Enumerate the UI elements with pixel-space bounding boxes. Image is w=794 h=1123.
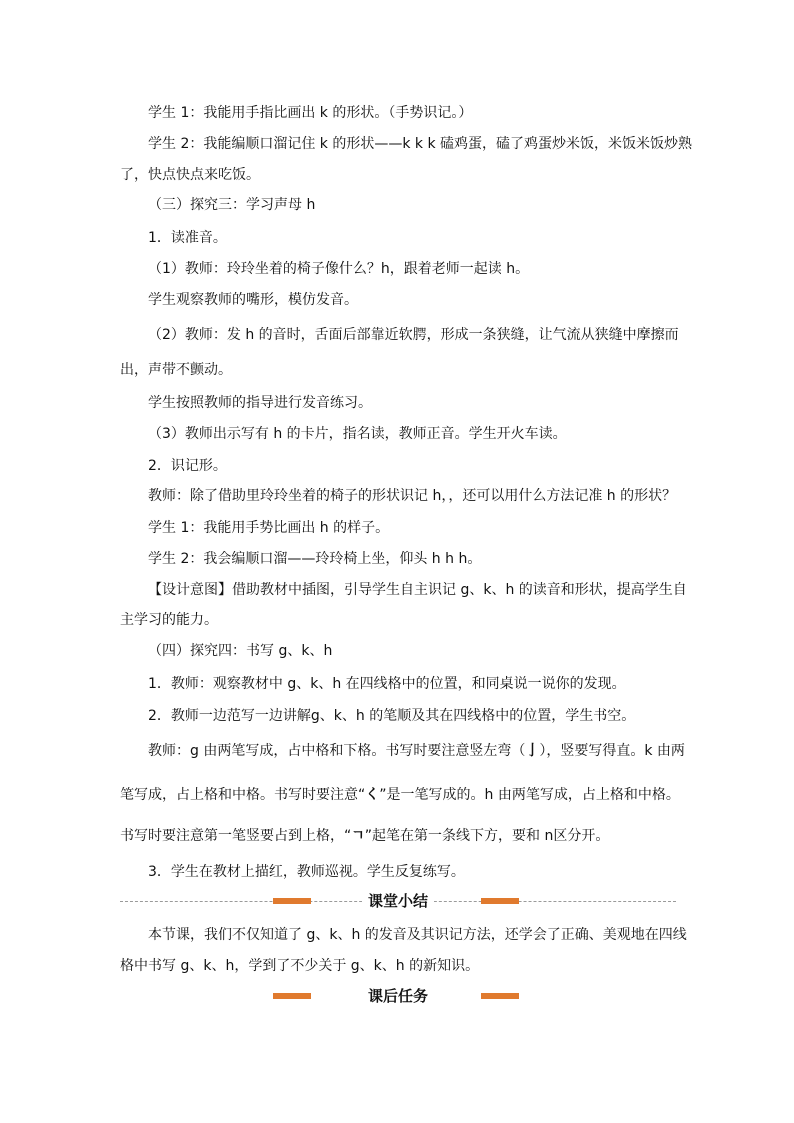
text-segment: 笔写成，占上格和中格。书写时要注意“ (120, 787, 366, 803)
text-line: 1．读准音。 (148, 230, 227, 246)
design-intent: 【设计意图】借助教材中插图，引导学生自主识记 g、k、h 的读音和形状，提高学生自 (148, 582, 687, 598)
text-line: 3．学生在教材上描红，教师巡视。学生反复练写。 (148, 864, 465, 880)
text-segment: 书写时要注意第一笔竖要占到上格，“ (120, 828, 352, 844)
section-header-summary (120, 890, 676, 914)
text-line: 教师：除了借助里玲玲坐着的椅子的形状识记 h，，还可以用什么方法记准 h 的形状？ (148, 488, 677, 504)
text-segment: 教师：g 由两笔写成，占中格和下格。书写时要注意竖左弯（ (148, 743, 526, 759)
stroke-glyph: ㄱ (351, 828, 365, 844)
stroke-glyph: 亅 (525, 743, 540, 759)
text-line: 1．教师：观察教材中 g、k、h 在四线格中的位置，和同桌说一说你的发现。 (148, 676, 626, 692)
text-line: 学生 1：我能用手势比画出 h 的样子。 (148, 520, 390, 536)
text-line: 学生 1：我能用手指比画出 k 的形状。（手势识记。） (148, 105, 473, 121)
text-line: （3）教师出示写有 h 的卡片，指名读，教师正音。学生开火车读。 (148, 426, 567, 442)
text-line: 学生观察教师的嘴形，模仿发音。 (148, 292, 358, 308)
section-header-homework (120, 985, 676, 1009)
section-title: 课堂小结 (120, 890, 676, 912)
text-line: 2．识记形。 (148, 458, 227, 474)
text-line: 主学习的能力。 (120, 612, 218, 628)
text-segment: ”是一笔写成的。h 由两笔写成，占上格和中格。 (379, 787, 680, 803)
text-line: 学生 2：我会编顺口溜——玲玲椅上坐，仰头 h h h。 (148, 551, 482, 567)
section-title: 课后任务 (120, 985, 676, 1007)
text-line (148, 741, 685, 761)
text-line: 2．教师一边范写一边讲解g、k、h 的笔顺及其在四线格中的位置，学生书空。 (148, 708, 636, 724)
text-line: （1）教师：玲玲坐着的椅子像什么？h，跟着老师一起读 h。 (148, 261, 530, 277)
text-line: 了，快点快点来吃饭。 (120, 167, 260, 183)
text-line: 出，声带不颤动。 (120, 362, 232, 378)
text-line: （2）教师：发 h 的音时，舌面后部靠近软腭，形成一条狭缝，让气流从狭缝中摩擦而 (148, 327, 679, 343)
text-line: 学生 2：我能编顺口溜记住 k 的形状——k k k 磕鸡蛋，磕了鸡蛋炒米饭，米饭米饭炒熟 (148, 136, 693, 152)
summary-line: 格中书写 g、k、h，学到了不少关于 g、k、h 的新知识。 (120, 958, 480, 974)
summary-line: 本节课，我们不仅知道了 g、k、h 的发音及其识记方法，还学会了正确、美观地在四线 (148, 927, 687, 943)
section-heading-3: （三）探究三：学习声母 h (148, 197, 316, 213)
text-segment: ”起笔在第一条线下方，要和 n区分开。 (364, 828, 610, 844)
text-line (120, 826, 609, 846)
stroke-glyph: く (365, 787, 380, 803)
text-segment: ），竖要写得直。k 由两 (539, 743, 685, 759)
text-line (120, 785, 680, 805)
text-line: 学生按照教师的指导进行发音练习。 (148, 395, 372, 411)
section-heading-4: （四）探究四：书写 g、k、h (148, 643, 333, 659)
